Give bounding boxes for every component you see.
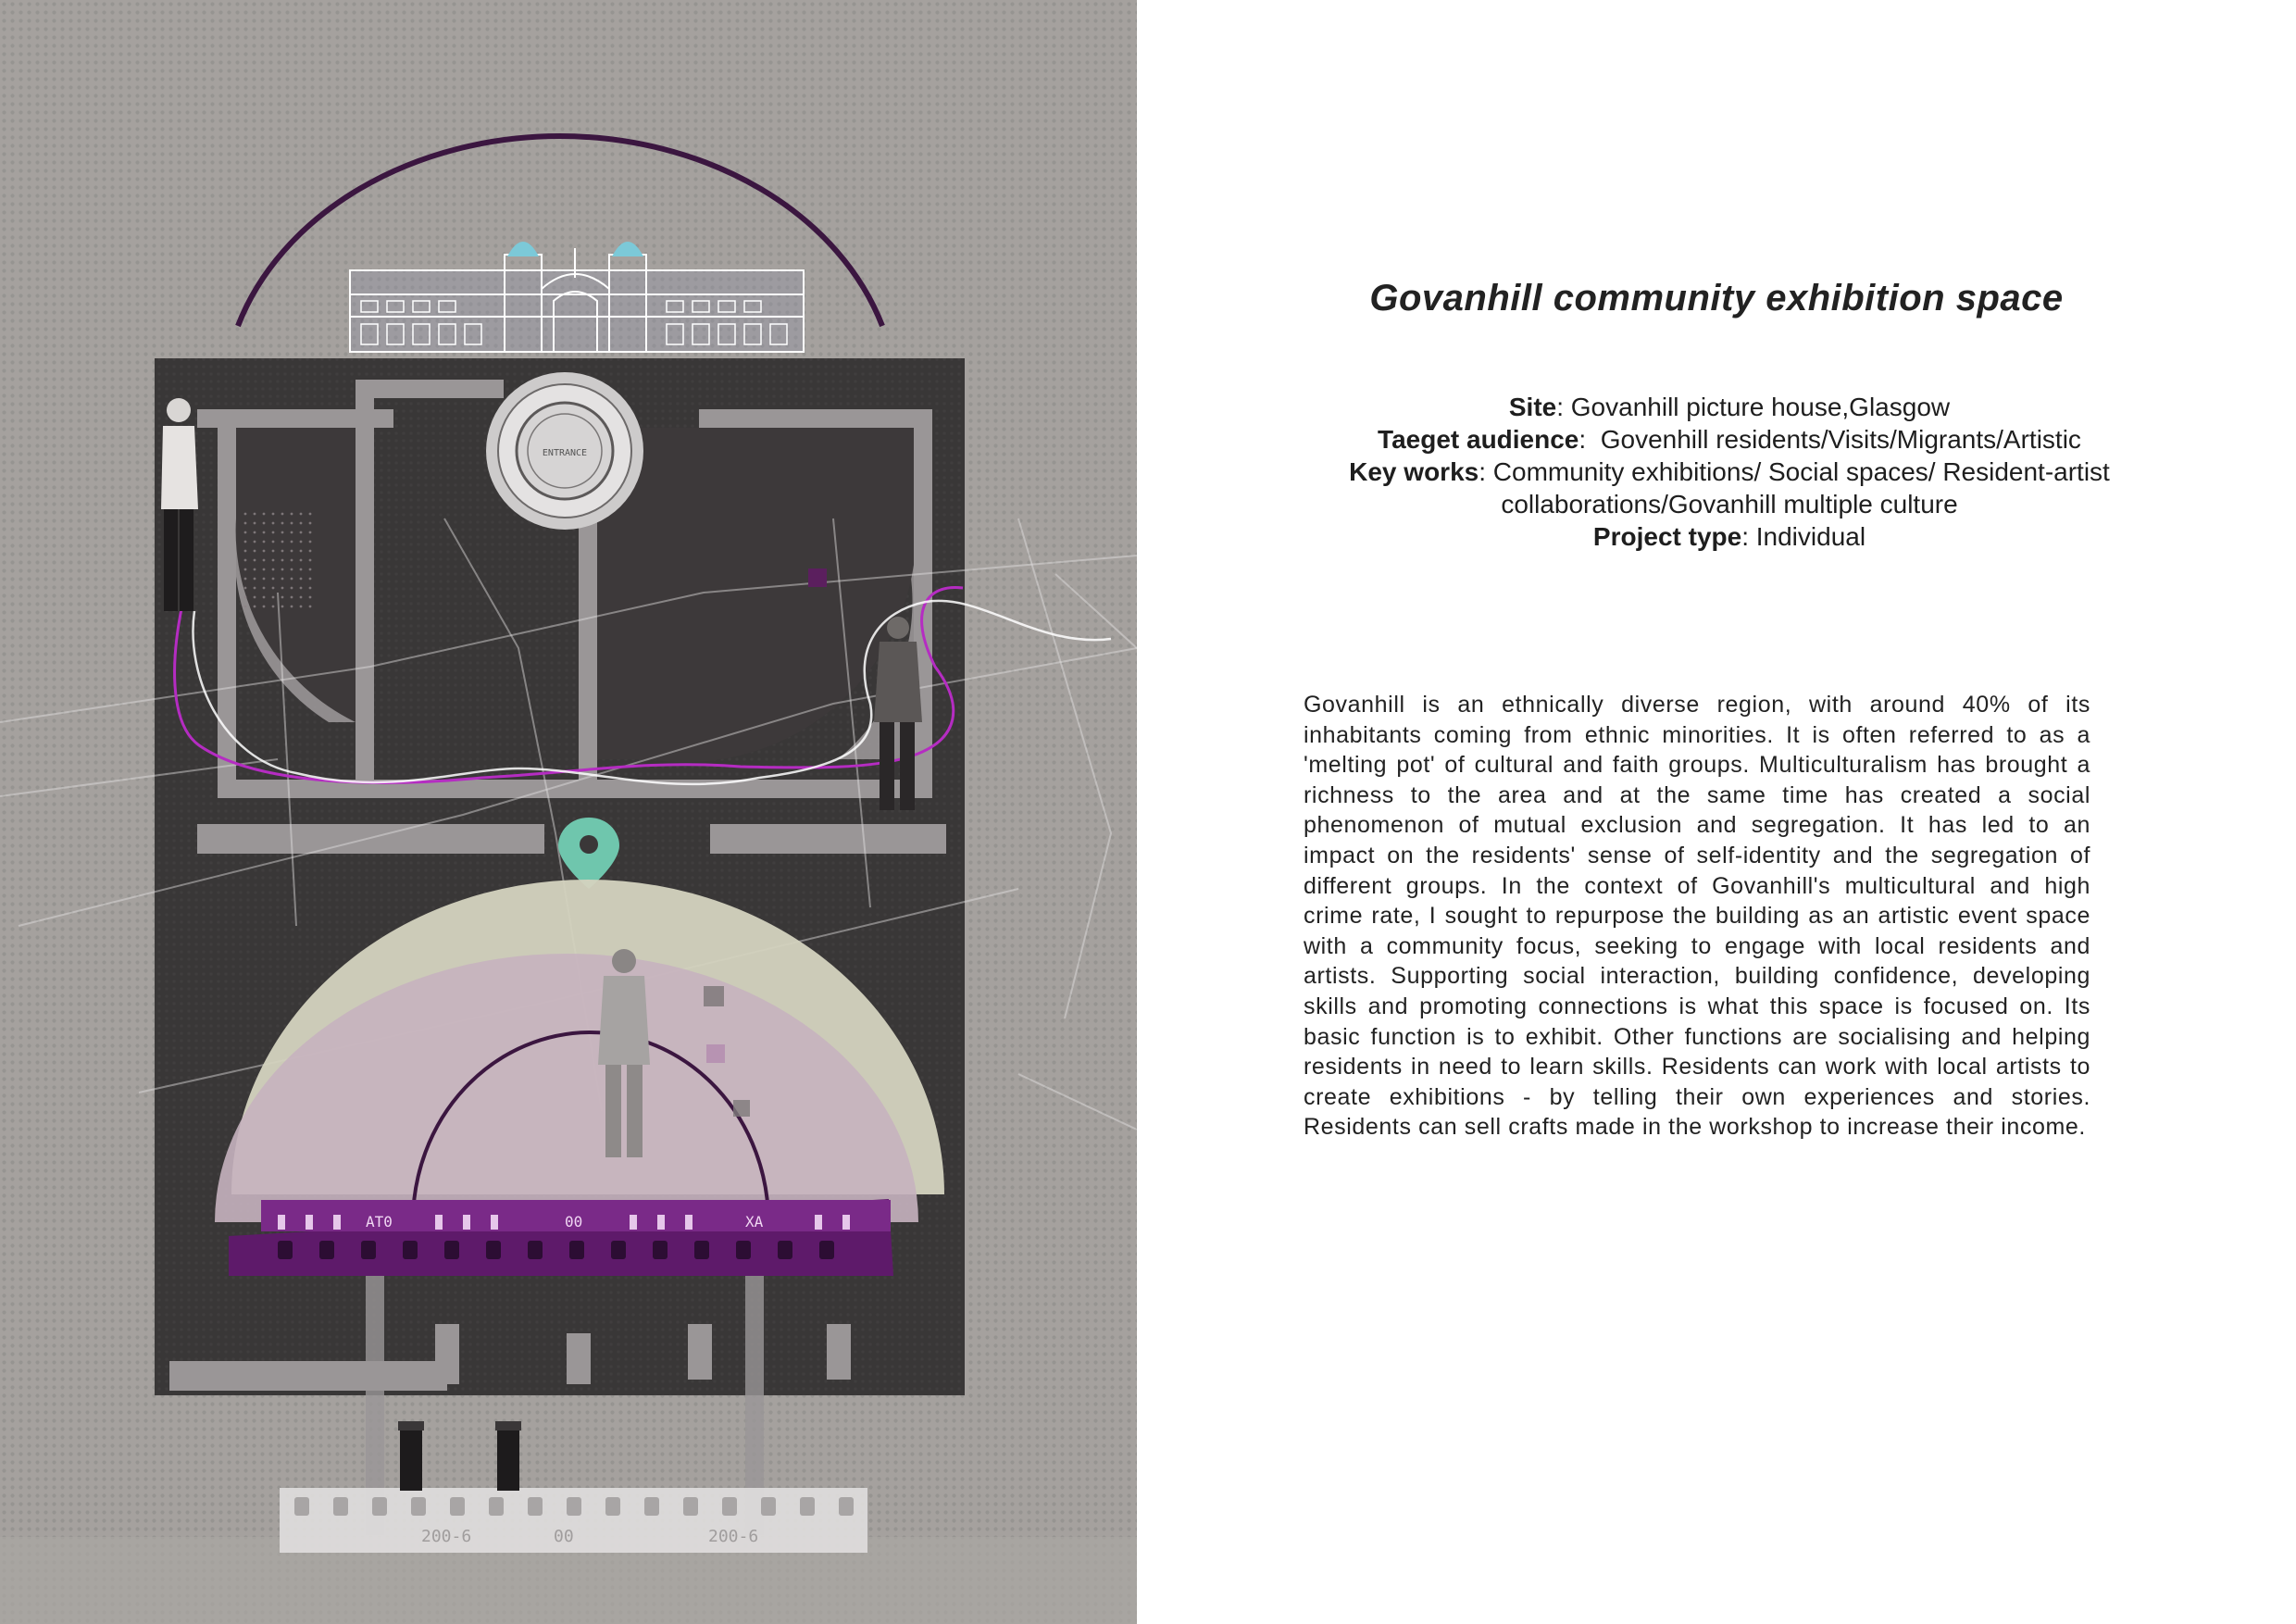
meta-type bbox=[1267, 520, 2192, 553]
meta-audience-value: : Govenhill residents/Visits/Migrants/Artistic bbox=[1578, 425, 2081, 454]
meta-works-value: : Community exhibitions/ Social spaces/ Resident-artist bbox=[1479, 457, 2110, 486]
meta-site-label: Site bbox=[1508, 393, 1557, 421]
meta-works bbox=[1267, 456, 2192, 488]
meta-type-label: Project type bbox=[1592, 522, 1742, 551]
meta-audience bbox=[1267, 423, 2192, 456]
film-bottom-code-2: 00 bbox=[554, 1527, 574, 1546]
film-bottom-code-3: 200-6 bbox=[708, 1527, 759, 1546]
person-figure-left bbox=[161, 398, 198, 611]
meta-type-value: : Individual bbox=[1741, 522, 1866, 551]
meta-site bbox=[1267, 391, 2192, 423]
film-code-1: ΑΤ0 bbox=[366, 1213, 393, 1230]
entrance-label: ENTRANCE bbox=[542, 448, 588, 458]
meta-site-value: : Govanhill picture house,Glasgow bbox=[1556, 393, 1951, 421]
meta-audience-label: Taeget audience bbox=[1378, 425, 1579, 454]
film-code-3: ΧΑ bbox=[745, 1213, 764, 1230]
film-code-2: 00 bbox=[565, 1213, 583, 1230]
film-bottom-code-1: 200-6 bbox=[421, 1527, 472, 1546]
meta-works-continued: collaborations/Govanhill multiple culture bbox=[1501, 490, 1958, 518]
entrance-circle bbox=[486, 372, 643, 530]
small-purple-square bbox=[808, 568, 827, 587]
text-panel bbox=[1137, 0, 2296, 1624]
project-description: Govanhill is an ethnically diverse region, with around 40% of its inhabitants coming from ethnic minorities. It is often referred to as a 'melting pot' of cultural and faith groups. Multiculturalism has brought a richness to the area and at the same time has created a social phenomenon of mutual exclusion and segregation. It has led to an impact on the residents' sense of self-identity and the segregation of different groups. In the context of Govanhill's multicultural and high crime rate, I sought to repurpose the building as an artistic event space with a community focus, seeking to engage with local residents and artists. Supporting social interaction, building confidence, developing skills and promoting connections is what this space is focused on. Its basic function is to exhibit. Other functions are socialising and helping residents in need to learn skills. Residents can work with local artists to create exhibitions - by telling their own experiences and stories. Residents can sell crafts made in the workshop to increase their income. bbox=[1304, 692, 2090, 1141]
project-meta bbox=[1267, 391, 2192, 553]
architectural-collage bbox=[0, 0, 1137, 1624]
film-strip-purple bbox=[229, 1199, 893, 1276]
page-title: Govanhill community exhibition space bbox=[1369, 278, 2064, 319]
meta-works-label: Key works bbox=[1349, 457, 1479, 486]
film-strip-bottom bbox=[280, 1488, 867, 1553]
